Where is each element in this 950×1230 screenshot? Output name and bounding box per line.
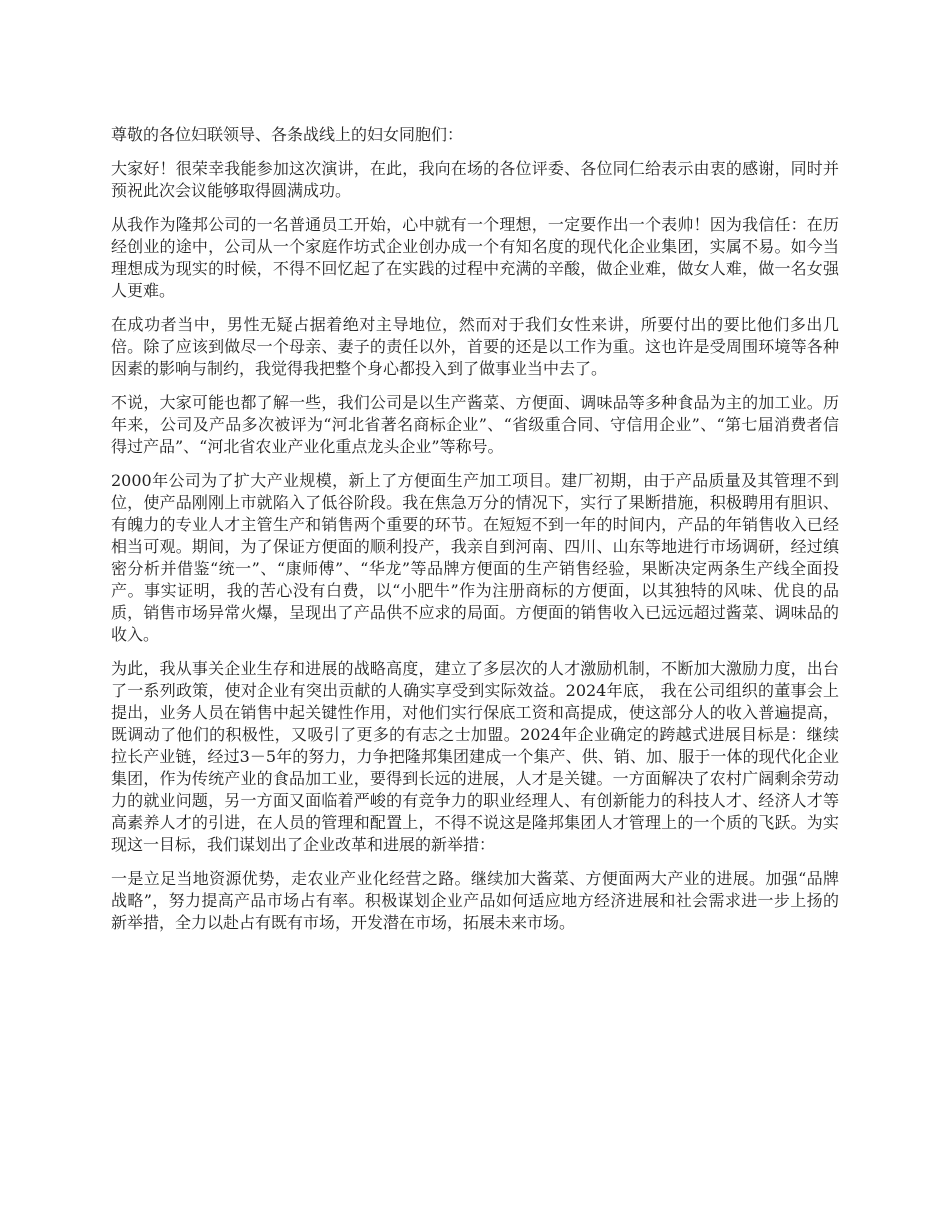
document-body (111, 124, 839, 946)
body-paragraph: 不说，大家可能也都了解一些，我们公司是以生产酱菜、方便面、调味品等多种食品为主的加工业。历年来，公司及产品多次被评为“河北省著名商标企业”、“省级重合同、守信用企业”、“第七届消费者信得过产品”、“河北省农业产业化重点龙头企业”等称号。 (111, 393, 839, 456)
body-paragraph: 为此，我从事关企业生存和进展的战略高度，建立了多层次的人才激励机制，不断加大激励力度，出台了一系列政策，使对企业有突出贡献的人确实享受到实际效益。2024年底， 我在公司组织的董事会上提出，业务人员在销售中起关键性作用，对他们实行保底工资和高提成，使这部分人的收入普遍提高，既调动了他们的积极性，又吸引了更多的有志之士加盟。2024年企业确定的跨越式进展目标是：继续拉长产业链，经过3－5年的努力，力争把隆邦集团建成一个集产、供、销、加、服于一体的现代化企业集团，作为传统产业的食品加工业，要得到长远的进展，人才是关键。一方面解决了农村广阔剩余劳动力的就业问题，另一方面又面临着严峻的有竞争力的职业经理人、有创新能力的科技人才、经济人才等高素养人才的引进，在人员的管理和配置上，不得不说这是隆邦集团人才管理上的一个质的飞跃。为实现这一目标，我们谋划出了企业改革和进展的新举措： (111, 659, 839, 854)
body-paragraph: 2000年公司为了扩大产业规模，新上了方便面生产加工项目。建厂初期，由于产品质量及其管理不到位，使产品刚刚上市就陷入了低谷阶段。我在焦急万分的情况下，实行了果断措施，积极聘用有胆识、有魄力的专业人才主管生产和销售两个重要的环节。在短短不到一年的时间内，产品的年销售收入已经相当可观。期间，为了保证方便面的顺利投产，我亲自到河南、四川、山东等地进行市场调研，经过缜密分析并借鉴“统一”、“康师傅”、“华龙”等品牌方便面的生产销售经验，果断决定两条生产线全面投产。事实证明，我的苦心没有白费，以“小肥牛”作为注册商标的方便面，以其独特的风味、优良的品质，销售市场异常火爆，呈现出了产品供不应求的局面。方便面的销售收入已远远超过酱菜、调味品的收入。 (111, 471, 839, 644)
body-paragraph: 一是立足当地资源优势，走农业产业化经营之路。继续加大酱菜、方便面两大产业的进展。加强“品牌战略”，努力提高产品市场占有率。积极谋划企业产品如何适应地方经济进展和社会需求进一步上扬的新举措，全力以赴占有既有市场，开发潜在市场，拓展未来市场。 (111, 869, 839, 932)
salutation-paragraph: 尊敬的各位妇联领导、各条战线上的妇女同胞们： (111, 125, 464, 144)
body-paragraph: 从我作为隆邦公司的一名普通员工开始，心中就有一个理想，一定要作出一个表帅！因为我信任：在历经创业的途中，公司从一个家庭作坊式企业创办成一个有知名度的现代化企业集团，实属不易。如今当理想成为现实的时候，不得不回忆起了在实践的过程中充满的辛酸，做企业难，做女人难，做一名女强人更难。 (111, 215, 839, 300)
body-paragraph: 在成功者当中，男性无疑占据着绝对主导地位，然而对于我们女性来讲，所要付出的要比他们多出几倍。除了应该到做尽一个母亲、妻子的责任以外，首要的还是以工作为重。这也许是受周围环境等各种因素的影响与制约，我觉得我把整个身心都投入到了做事业当中去了。 (111, 315, 839, 378)
greeting-paragraph: 大家好！很荣幸我能参加这次演讲，在此，我向在场的各位评委、各位同仁给表示由衷的感谢，同时并预祝此次会议能够取得圆满成功。 (111, 159, 839, 200)
